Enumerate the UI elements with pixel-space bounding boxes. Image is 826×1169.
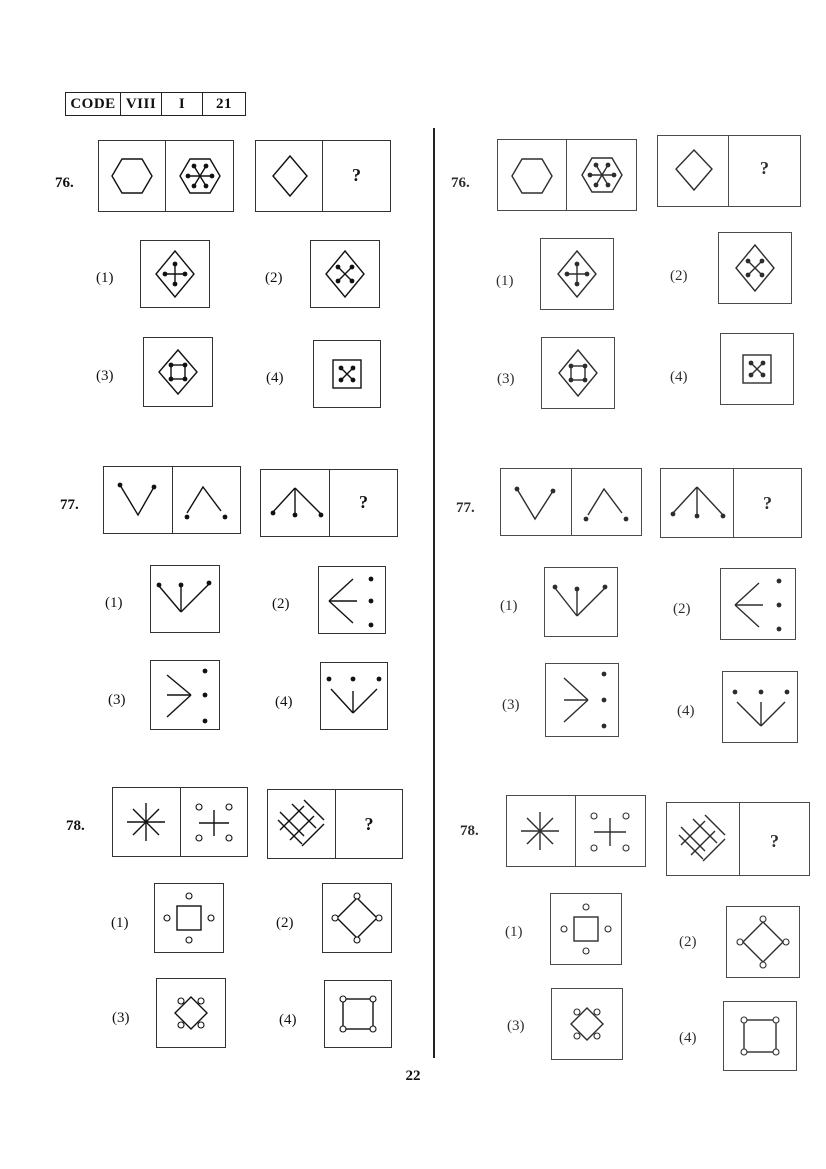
v-shape-dots bbox=[118, 483, 157, 515]
question-number: 77. bbox=[456, 500, 475, 516]
question-figure-pair bbox=[660, 468, 802, 538]
question-figure-pair bbox=[506, 795, 646, 867]
three-branch-dots-shape bbox=[671, 487, 726, 518]
answer-placeholder bbox=[734, 469, 801, 537]
answer-option-box[interactable] bbox=[154, 883, 224, 953]
option-label: (3) bbox=[112, 1010, 130, 1026]
answer-option-box[interactable] bbox=[550, 893, 622, 965]
answer-option-box[interactable] bbox=[551, 988, 623, 1060]
lattice-diamond-shape bbox=[278, 800, 324, 846]
eight-point-star-shape bbox=[127, 803, 165, 841]
problem-figure bbox=[661, 469, 734, 537]
answer-option-box[interactable] bbox=[720, 568, 796, 640]
square-dots-shape bbox=[569, 364, 588, 383]
answer-option-box[interactable] bbox=[544, 567, 618, 637]
plus-circles-shape bbox=[196, 804, 232, 841]
plus-circles-shape bbox=[591, 813, 629, 851]
question-number: 76. bbox=[451, 175, 470, 191]
plus-dots-shape bbox=[565, 262, 590, 287]
answer-option-box[interactable] bbox=[318, 566, 386, 634]
answer-option-box[interactable] bbox=[313, 340, 381, 408]
answer-option-box[interactable] bbox=[156, 978, 226, 1048]
problem-figure bbox=[181, 788, 247, 856]
question-figure-pair bbox=[500, 468, 642, 536]
question-mark: ? bbox=[763, 493, 772, 513]
question-mark: ? bbox=[359, 492, 368, 512]
answer-option-box[interactable] bbox=[310, 240, 380, 308]
question-number: 78. bbox=[66, 818, 85, 834]
option-label: (1) bbox=[496, 273, 514, 289]
question-mark: ? bbox=[352, 165, 361, 185]
eight-point-star-shape bbox=[521, 812, 559, 850]
option-label: (2) bbox=[276, 915, 294, 931]
diamond-shape bbox=[273, 156, 307, 196]
problem-figure bbox=[104, 467, 173, 533]
question-mark: ? bbox=[760, 158, 769, 178]
option-label: (4) bbox=[275, 694, 293, 710]
left-arrow-branch-dots-shape bbox=[329, 577, 373, 628]
class-label: VIII bbox=[121, 93, 162, 115]
three-branch-dots-shape bbox=[271, 488, 324, 517]
cross-dots-shape bbox=[339, 366, 356, 383]
question-mark: ? bbox=[364, 814, 374, 834]
question-number: 76. bbox=[55, 175, 74, 191]
problem-figure bbox=[166, 141, 233, 211]
question-figure-pair bbox=[497, 139, 637, 211]
square-corner-circles-shape bbox=[741, 1017, 779, 1055]
option-label: (4) bbox=[279, 1012, 297, 1028]
option-label: (1) bbox=[505, 924, 523, 940]
option-label: (4) bbox=[670, 369, 688, 385]
problem-figure bbox=[498, 140, 567, 210]
v-shape-dots bbox=[515, 487, 556, 519]
hexagon-shape bbox=[112, 159, 152, 193]
hexagon-shape bbox=[512, 159, 552, 193]
six-spoke-dots-shape bbox=[588, 163, 617, 188]
question-figure-pair bbox=[98, 140, 234, 212]
option-label: (1) bbox=[96, 270, 114, 286]
three-branch-dots-shape bbox=[733, 690, 790, 726]
answer-placeholder bbox=[740, 803, 809, 875]
answer-placeholder bbox=[330, 470, 397, 536]
square-circles-shape bbox=[561, 904, 611, 954]
problem-figure bbox=[113, 788, 181, 856]
square-circles-shape bbox=[164, 893, 214, 943]
problem-figure bbox=[576, 796, 645, 866]
diamond-circles-shape bbox=[737, 916, 789, 968]
option-label: (3) bbox=[497, 371, 515, 387]
option-label: (2) bbox=[265, 270, 283, 286]
code-label: CODE bbox=[66, 93, 121, 115]
problem-figure bbox=[268, 790, 336, 858]
problem-figure bbox=[501, 469, 572, 535]
question-number: 78. bbox=[460, 823, 479, 839]
problem-figure bbox=[261, 470, 330, 536]
answer-option-box[interactable] bbox=[143, 337, 213, 407]
answer-option-box[interactable] bbox=[726, 906, 800, 978]
answer-option-box[interactable] bbox=[150, 565, 220, 633]
three-branch-dots-shape bbox=[327, 677, 382, 713]
diamond-circles-shape bbox=[571, 1008, 603, 1040]
column-divider bbox=[433, 128, 435, 1058]
option-label: (4) bbox=[679, 1030, 697, 1046]
cross-dots-shape bbox=[749, 361, 766, 378]
option-label: (2) bbox=[679, 934, 697, 950]
answer-option-box[interactable] bbox=[720, 333, 794, 405]
set-label: I bbox=[162, 93, 203, 115]
code-box bbox=[65, 92, 246, 116]
problem-figure bbox=[658, 136, 729, 206]
diamond-circles-shape bbox=[175, 997, 207, 1029]
question-number: 77. bbox=[60, 497, 79, 513]
answer-option-box[interactable] bbox=[723, 1001, 797, 1071]
option-label: (1) bbox=[105, 595, 123, 611]
answer-option-box[interactable] bbox=[541, 337, 615, 409]
option-label: (3) bbox=[96, 368, 114, 384]
option-label: (3) bbox=[502, 697, 520, 713]
option-label: (1) bbox=[111, 915, 129, 931]
option-label: (4) bbox=[266, 370, 284, 386]
question-figure-pair bbox=[260, 469, 398, 537]
option-label: (1) bbox=[500, 598, 518, 614]
question-figure-pair bbox=[112, 787, 248, 857]
problem-figure bbox=[567, 140, 636, 210]
answer-placeholder bbox=[729, 136, 800, 206]
problem-figure bbox=[667, 803, 740, 875]
option-label: (4) bbox=[677, 703, 695, 719]
inverted-v-shape-dots bbox=[584, 489, 629, 521]
answer-placeholder bbox=[336, 790, 402, 858]
answer-option-box[interactable] bbox=[718, 232, 792, 304]
option-label: (2) bbox=[272, 596, 290, 612]
answer-option-box[interactable] bbox=[320, 662, 388, 730]
problem-figure bbox=[173, 467, 240, 533]
answer-option-box[interactable] bbox=[722, 671, 798, 743]
option-label: (2) bbox=[673, 601, 691, 617]
question-figure-pair bbox=[666, 802, 810, 876]
square-dots-shape bbox=[169, 363, 188, 382]
plus-dots-shape bbox=[163, 262, 188, 287]
answer-option-box[interactable] bbox=[540, 238, 614, 310]
question-figure-pair bbox=[657, 135, 801, 207]
cross-dots-shape bbox=[336, 265, 355, 284]
answer-option-box[interactable] bbox=[140, 240, 210, 308]
option-label: (3) bbox=[108, 692, 126, 708]
question-figure-pair bbox=[255, 140, 391, 212]
cross-dots-shape bbox=[746, 259, 765, 278]
answer-option-box[interactable] bbox=[545, 663, 619, 737]
option-label: (2) bbox=[670, 268, 688, 284]
question-mark: ? bbox=[770, 831, 779, 851]
answer-option-box[interactable] bbox=[324, 980, 392, 1048]
answer-option-box[interactable] bbox=[322, 883, 392, 953]
left-arrow-branch-dots-shape bbox=[735, 579, 781, 632]
lattice-diamond-shape bbox=[679, 815, 725, 861]
answer-placeholder bbox=[323, 141, 390, 211]
right-arrow-branch-dots-shape bbox=[167, 669, 207, 724]
three-branch-dots-shape bbox=[157, 581, 212, 612]
option-label: (3) bbox=[507, 1018, 525, 1034]
diamond-shape bbox=[676, 150, 712, 190]
question-figure-pair bbox=[103, 466, 241, 534]
right-arrow-branch-dots-shape bbox=[564, 672, 606, 729]
diamond-circles-shape bbox=[332, 893, 382, 943]
page-number: 22 bbox=[405, 1068, 421, 1084]
three-branch-dots-shape bbox=[553, 585, 608, 616]
diamond-shape bbox=[159, 350, 197, 394]
inverted-v-shape-dots bbox=[185, 487, 228, 519]
six-spoke-dots-shape bbox=[186, 164, 215, 189]
diamond-shape bbox=[559, 350, 597, 396]
code-number: 21 bbox=[216, 96, 232, 112]
problem-figure bbox=[99, 141, 166, 211]
question-figure-pair bbox=[267, 789, 403, 859]
answer-option-box[interactable] bbox=[150, 660, 220, 730]
square-corner-circles-shape bbox=[340, 996, 376, 1032]
problem-figure bbox=[256, 141, 323, 211]
problem-figure bbox=[507, 796, 576, 866]
problem-figure bbox=[572, 469, 641, 535]
